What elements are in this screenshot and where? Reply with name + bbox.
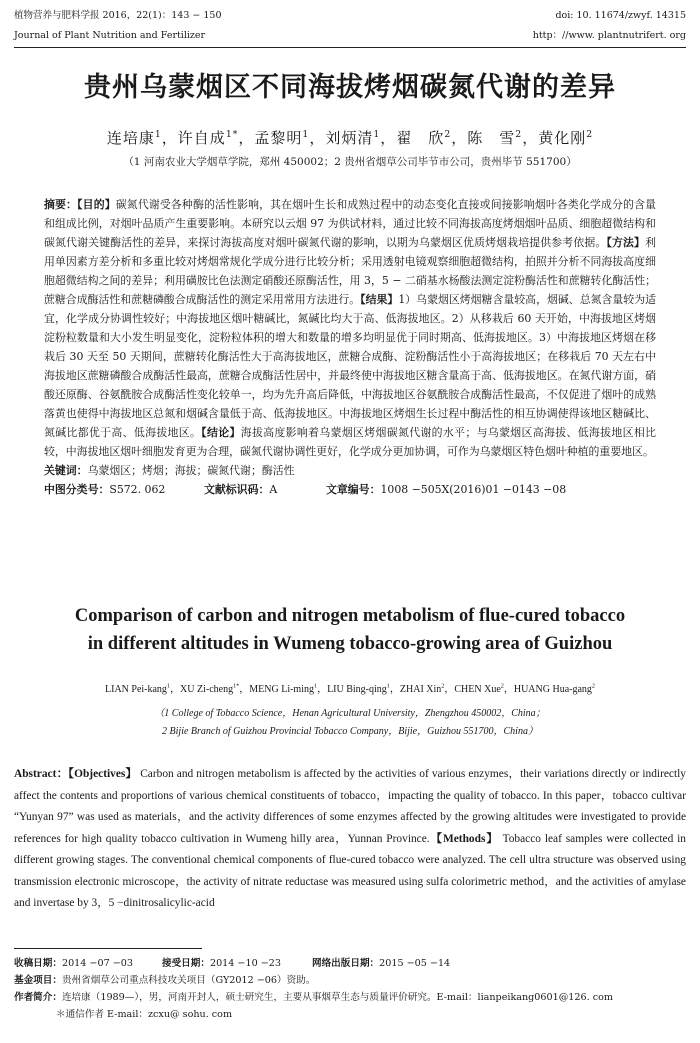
author (327, 684, 390, 695)
abstract-text: Carbon and nitrogen metabolism is affected by the activities of various enzymes，their variations directly or indirectly affect the contents and proportions of various chemical constituents of tobacco，impacting the quality of tobacco. In this paper，tobacco cultivar “Yunyan 97” was used as materials，and the activity differences of some enzymes affected by the growing altitudes were investigated to provide references for high quality tobacco cultivation in Wumeng hilly area，Yunnan Province. (14, 768, 687, 845)
author (538, 129, 593, 147)
english-affiliation (10, 705, 690, 741)
author-name: 陈 雪 (467, 129, 516, 147)
doc-code-label: 文献标识码： (204, 483, 270, 496)
author (454, 684, 503, 695)
author-affiliation-mark: 1 (373, 129, 381, 140)
author-name: CHEN Xue (454, 684, 501, 695)
author-name: 刘炳清 (325, 129, 374, 147)
fund-text: 贵州省烟草公司重点科技攻关项目（GY2012 −06）资助。 (61, 975, 316, 986)
classification-row (44, 480, 656, 499)
author-affiliation-mark: 2 (500, 682, 504, 690)
clc-code: S572. 062 (109, 483, 166, 496)
date-row (14, 955, 686, 972)
chinese-affiliation: （1 河南农业大学烟草学院，郑州 450002；2 贵州省烟草公司毕节市公司，贵州毕节 551700） (123, 156, 577, 168)
english-title-line-2: in different altitudes in Wumeng tobacco-growing area of Guizhou (87, 634, 613, 654)
english-title-line-1: Comparison of carbon and nitrogen metabolism of flue-cured tobacco (74, 606, 626, 626)
bio-text: 连培康（1989—），男，河南开封人，硕士研究生，主要从事烟草生态与质量评价研究。E-mail：lianpeikang0601@126. com (61, 992, 613, 1003)
author (107, 129, 162, 147)
article-no-label: 文章编号： (326, 483, 381, 496)
english-title (20, 602, 680, 658)
footnote-rule (14, 948, 202, 949)
english-abstract (14, 764, 686, 915)
header-rule (14, 47, 686, 48)
author-affiliation-mark: 2 (591, 682, 595, 690)
english-abstract-label: Abstract： (14, 768, 69, 780)
section-marker: 【结果】 (360, 293, 399, 306)
author-name: LIAN Pei-kang (105, 684, 167, 695)
section-marker: 【Objectives】 (68, 768, 138, 780)
section-marker: 【目的】 (77, 198, 116, 211)
author-affiliation-mark: 1 (302, 129, 310, 140)
author (400, 684, 444, 695)
author-name: XU Zi-cheng (180, 684, 234, 695)
author (180, 684, 239, 695)
doi-text[interactable]: doi: 10. 11674/zwyf. 14315 (555, 10, 686, 21)
abstract-text: 1）乌蒙烟区烤烟糖含量较高，烟碱、总氮含量较为适宜，化学成分协调性较好；中海拔地区烟叶糖碱比，氮碱比均大于高、低海拔地区。2）从移栽后 60 天开始，中海拔地区烤烟淀粉粒数量和大小发生明显变化，淀粉粒体积的增大和数量的增多均明显优于同时期高、低海拔地区。3）中海拔地区烤烟在移栽后 30 天至 50 天期间，蔗糖转化酶活性大于高海拔地区，蔗糖合成酶、淀粉酶活性小于高海拔地区；在移栽后 70 天左右中海拔地区蔗糖磷酸合成酶活性最高，蔗糖合成酶活性居中，并最终使中海拔地区糖含量高于高、低海拔地区。在氮代谢方面，硝酸还原酶、谷氨酰胺合成酶活性变化较单一，均为先升高后降低，中海拔地区谷氨酰胺合成酶活性最高，不仅促进了烟叶的成熟落黄也使得中海拔地区总氮和烟碱含量低于高、低海拔地区。中海拔地区烤烟生长过程中酶活性的相互协调使得该地区糖碱比、氮碱比都优于高、低海拔地区。 (44, 293, 656, 439)
section-marker: 【Methods】 (429, 832, 499, 845)
fund-label: 基金项目： (14, 975, 62, 986)
author-name: LIU Bing-qing (327, 684, 387, 695)
abstract-text: 利用单因素方差分析和多重比较对烤烟常规化学成分进行比较分析；采用透射电镜观察细胞超微结构，拍照并分析不同海拔高度细胞超微结构之间的差异；利用磺胺比色法测定硝酸还原酶活性，用 3，5 − 二硝基水杨酸法测定淀粉酶活性和蔗糖转化酶活性；蔗糖合成酶活性和蔗糖磷酸合成酶活性的测定采用常用方法进行。 (44, 236, 656, 306)
abstract-text: Tobacco leaf samples were collected in different growing stages. The conventional chemical components of flue-cured tobacco were analyzed. The cell ultra structure was observed using transmission electronic microscope，the activity of nitrate reductase was measured using sulfa colorimetric method，and the activities of amylase and invertase by 3，5 −dinitrosalicylic-acid (14, 832, 686, 909)
journal-citation: 植物营养与肥料学报 2016，22(1)：143 − 150 (14, 10, 222, 21)
corresponding-line: ＊通信作者 E-mail：zcxu@ sohu. com (56, 1009, 233, 1020)
journal-website[interactable]: http：//www. plantnutrifert. org (532, 30, 686, 41)
journal-name-en: Journal of Plant Nutrition and Fertilizer (14, 30, 206, 41)
keywords-line (44, 461, 656, 480)
bio-label: 作者简介： (14, 992, 62, 1003)
keywords-text: 乌蒙烟区；烤烟；海拔；碳氮代谢；酶活性 (87, 464, 295, 477)
abstract-label: 摘要： (44, 198, 78, 211)
author-name: 孟黎明 (254, 129, 303, 147)
author (105, 684, 170, 695)
chinese-abstract (44, 195, 656, 461)
author-affiliation-mark: 1 (386, 682, 390, 690)
received-label: 收稿日期： (14, 958, 62, 969)
author (325, 129, 380, 147)
author-affiliation-mark: 2 (441, 682, 445, 690)
chinese-abstract-body (44, 198, 656, 458)
author-affiliation-mark: 1* (225, 129, 239, 140)
author-name: 黄化刚 (538, 129, 587, 147)
affiliation-line-2: 2 Bijie Branch of Guizhou Provincial Tobacco Company，Bijie，Guizhou 551700，China） (162, 726, 538, 737)
author-affiliation-mark: 1 (313, 682, 318, 690)
clc-label: 中图分类号： (44, 483, 110, 496)
author (254, 129, 309, 147)
keywords-label: 关键词： (44, 464, 88, 477)
author-affiliation-mark: 1* (233, 682, 240, 690)
abstract-text: 碳氮代谢受各种酶的活性影响，其在烟叶生长和成熟过程中的动态变化直接或间接影响烟叶各类化学成分的含量和组成比例，对烟叶品质产生重要影响。本研究以云烟 97 为供试材料，通过比较不同海拔高度烤烟烟叶品质、细胞超微结构和碳氮代谢关键酶活性的差异，来探讨海拔高度对烟叶碳氮代谢的影响，以期为乌蒙烟区优质烤烟栽培提供参考依据。 (44, 198, 656, 249)
author (514, 684, 595, 695)
abstract-text: 海拔高度影响着乌蒙烟区烤烟碳氮代谢的水平；与乌蒙烟区高海拔、低海拔地区相比较，中海拔地区烟叶细胞发育更为合理，碳氮代谢协调性更好，化学成分更加协调，可作为乌蒙烟区特色烟叶种植的重要地区。 (44, 426, 656, 458)
author-affiliation-mark: 2 (515, 129, 523, 140)
author (467, 129, 522, 147)
author-affiliation-mark: 1 (166, 682, 171, 690)
fund-line (14, 972, 686, 989)
author-affiliation-mark: 2 (586, 129, 594, 140)
author-name: 连培康 (106, 129, 155, 147)
english-author-list: LIAN Pei-kang$^1$，XU Zi-cheng$^{1*}$，MENG Li-ming$^1$，LIU Bing-qing$^1$，ZHAI Xin$^2$，CHEN Xue$^2$，HUANG Hua-gang$^2$ (105, 682, 595, 695)
bio-line (14, 989, 686, 1006)
chinese-author-list: 连培康$^1$，许自成$^{1*}$，孟黎明$^1$，刘炳清$^1$，翟 欣$^2$，陈 雪$^2$，黄化刚$^2$ (106, 129, 594, 147)
author-name: 许自成 (177, 129, 226, 147)
author (178, 129, 239, 147)
author-affiliation-mark: 2 (444, 129, 452, 140)
received-date: 2014 −07 −03 (61, 958, 133, 969)
accepted-date: 2014 −10 −23 (209, 958, 281, 969)
accepted-label: 接受日期： (162, 958, 210, 969)
online-date: 2015 −05 −14 (379, 958, 451, 969)
chinese-abstract-block (44, 195, 656, 499)
online-label: 网络出版日期： (312, 958, 380, 969)
footnote-block (14, 955, 686, 1023)
section-marker: 【方法】 (606, 236, 646, 249)
author-name: ZHAI Xin (399, 684, 442, 695)
affiliation-line-1: （1 College of Tobacco Science，Henan Agricultural University，Zhengzhou 450002，China； (154, 708, 546, 719)
author (396, 129, 451, 147)
chinese-title: 贵州乌蒙烟区不同海拔烤烟碳氮代谢的差异 (84, 72, 616, 103)
doc-code: A (269, 483, 278, 496)
author-name: HUANG Hua-gang (513, 684, 592, 695)
author-name: MENG Li-ming (249, 684, 314, 695)
english-abstract-body (14, 768, 686, 909)
section-marker: 【结论】 (201, 426, 241, 439)
author-affiliation-mark: 1 (154, 129, 162, 140)
article-number: 1008 −505X(2016)01 −0143 −08 (380, 483, 567, 496)
author (249, 684, 317, 695)
author-name: 翟 欣 (396, 129, 445, 147)
